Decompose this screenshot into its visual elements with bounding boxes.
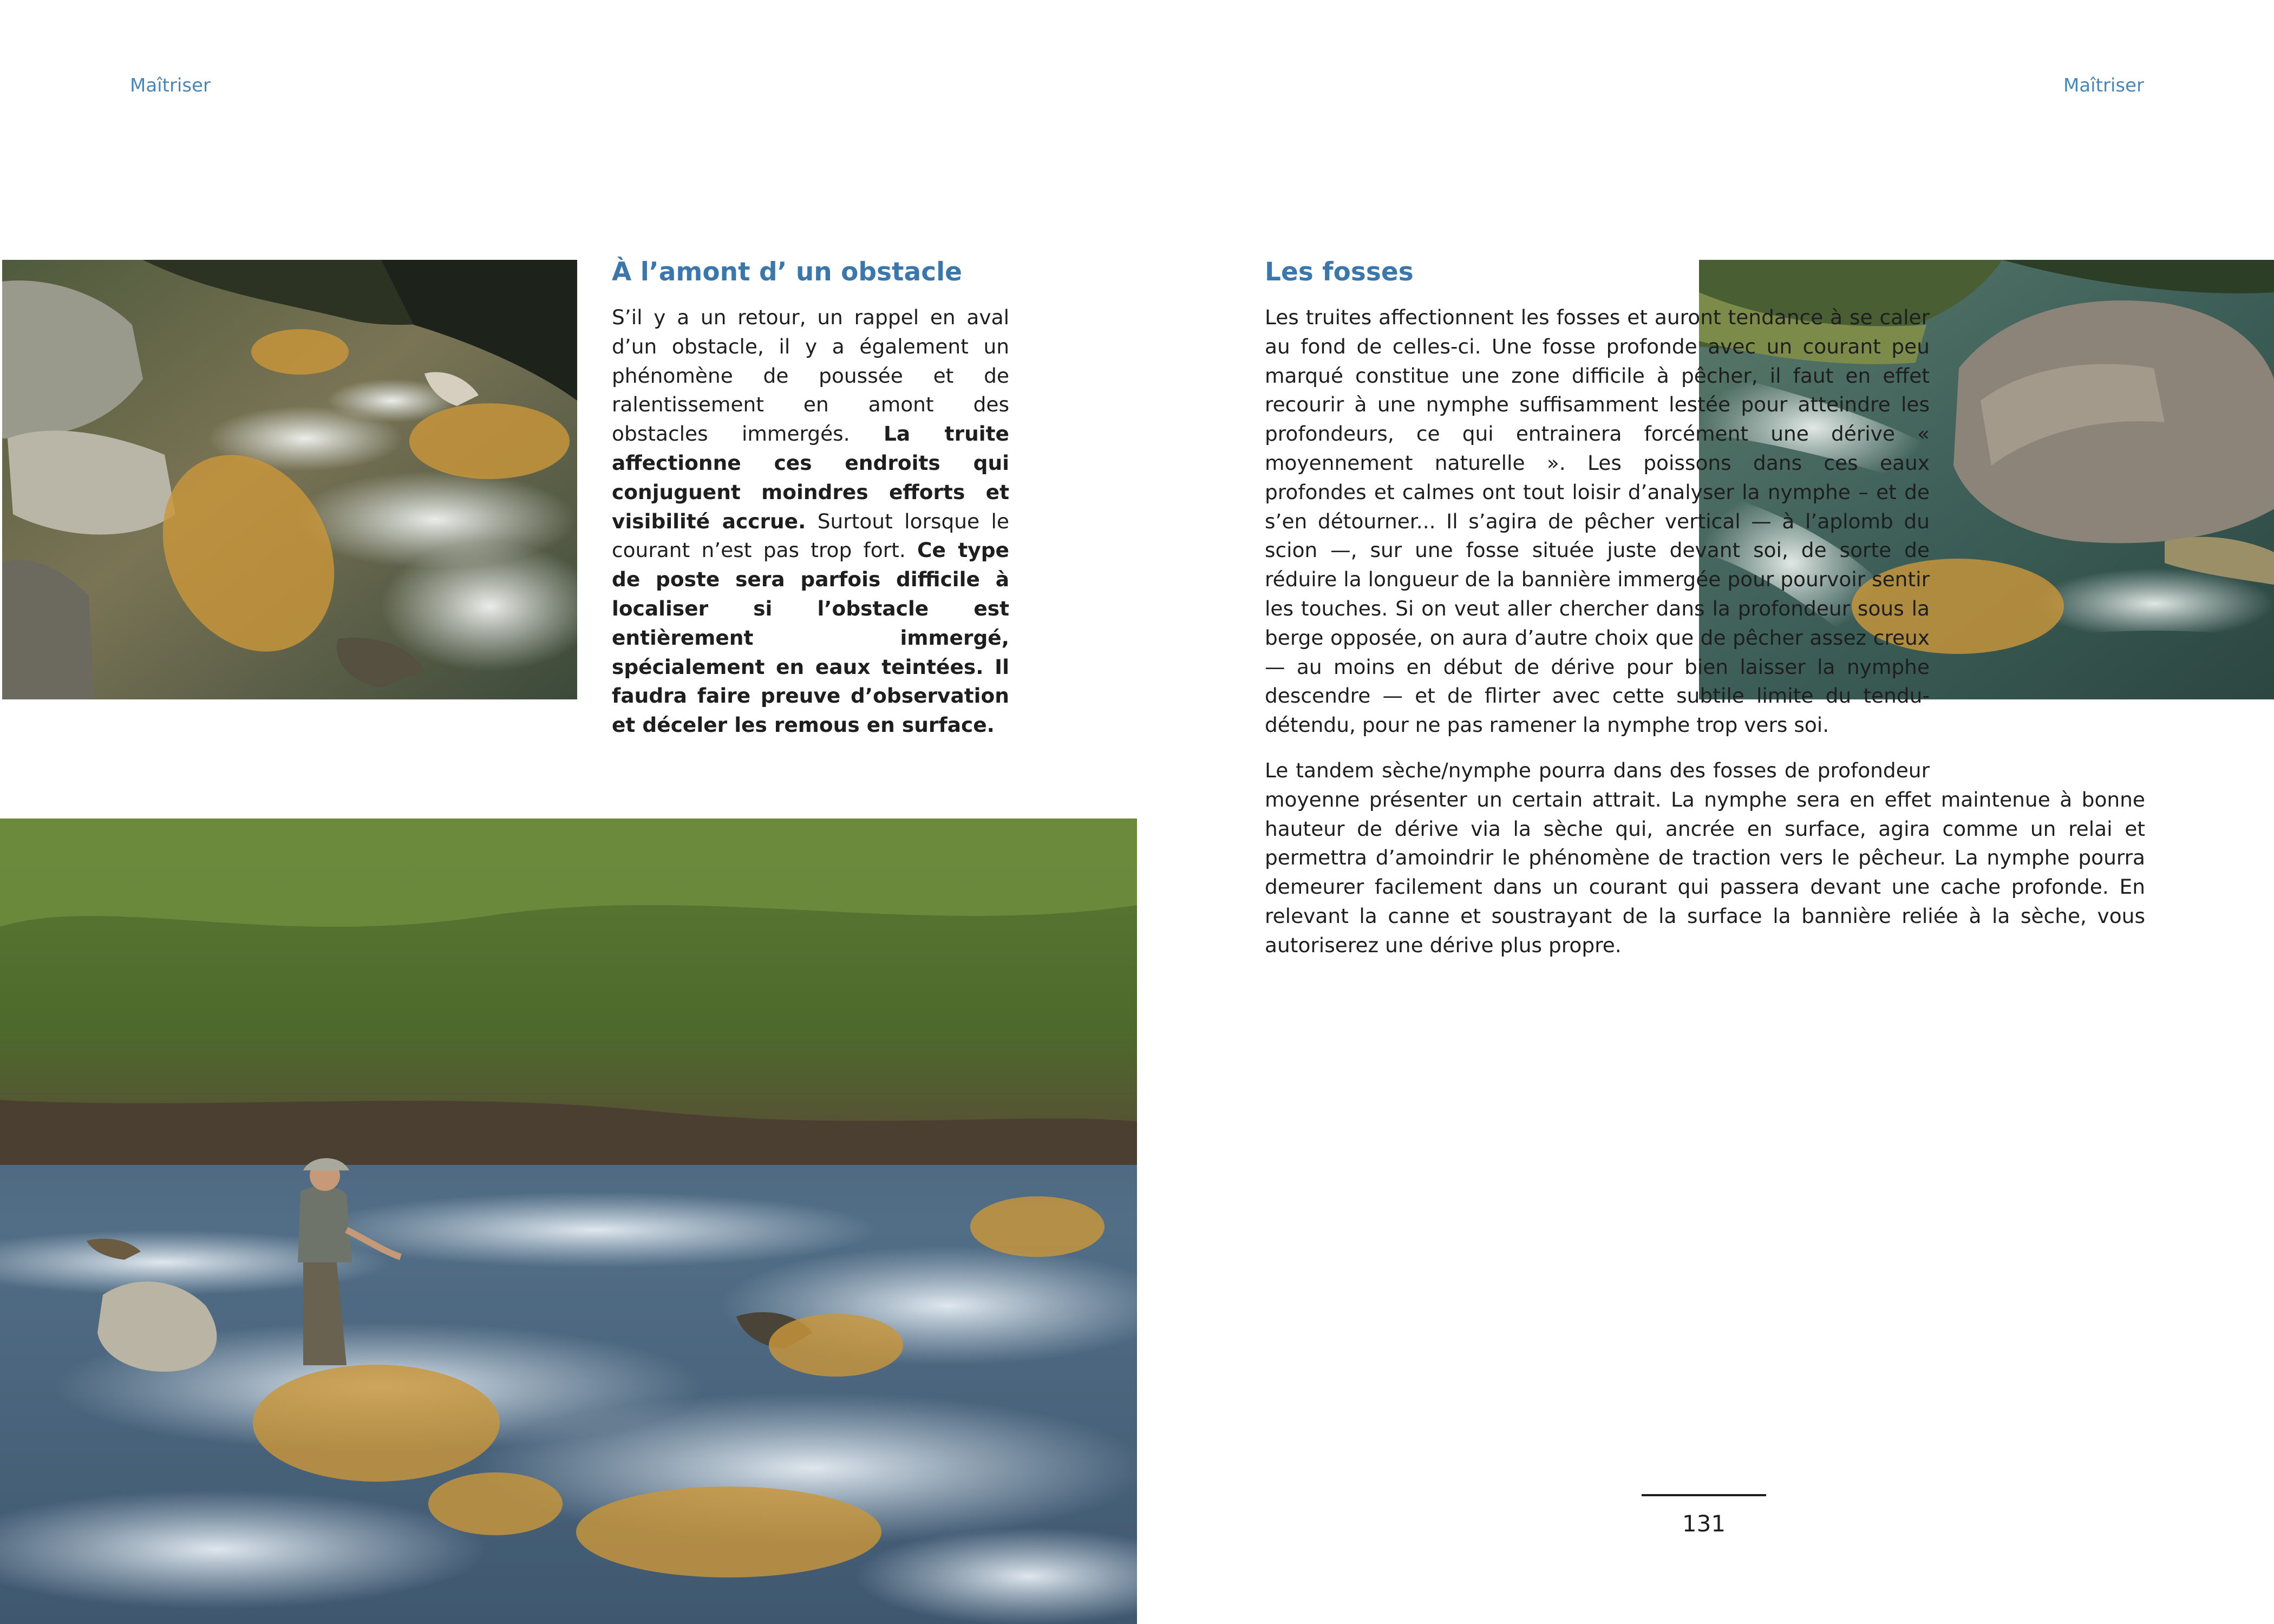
section-heading-fosses: Les fosses [1265, 257, 1414, 287]
obstacle-bold-1: La truite affectionne ces endroits qui conjuguent moindres efforts et visibilité accrue. [612, 422, 1009, 533]
page-number-rule [1642, 1494, 1766, 1496]
obstacle-paragraph [612, 303, 1009, 740]
fosses-paragraph-1: Les truites affectionnent les fosses et auront tendance à se caler au fond de celles-ci. Une fosse profonde avec un courant peu marqué constitue une zone difficile à pêcher, il faut en effet recourir à une nymphe suffisamment lestée pour atteindre les profondeurs, ce qui entrainera forcément une dérive « moyennement naturelle ». Les poissons dans ces eaux profondes et calmes ont tout loisir d’analyser la nymphe – et de s’en détourner... Il s’agira de pêcher vertical — à l’aplomb du scion —, sur une fosse située juste devant soi, de sorte de réduire la longueur de la bannière immergée pour pourvoir sentir les touches. Si on veut aller chercher dans la profondeur sous la berge opposée, on aura d’autre choix que de pêcher assez creux — au moins en début de dérive pour bien laisser la nymphe descendre — et de flirter avec cette subtile limite du tendu-détendu, pour ne pas ramener la nymphe trop vers soi. [1265, 305, 1930, 737]
photo-wrap-spacer [1934, 303, 2145, 780]
obstacle-text-2: Surtout lorsque le courant n’est pas trop fort. [612, 509, 1009, 562]
obstacle-text-1: S’il y a un retour, un rappel en aval d’un obstacle, il y a également un phénomène de poussée et de ralentissement en amont des obstacles immergés. [612, 305, 1009, 446]
page-number: 131 [1682, 1510, 1726, 1537]
section-heading-obstacle: À l’amont d’ un obstacle [612, 257, 963, 287]
photo-angler-riffle [0, 818, 1137, 1624]
photo-obstacle-stream [2, 260, 577, 699]
running-head-left: Maîtriser [130, 75, 211, 96]
fosses-paragraph-2: Le tandem sèche/nymphe pourra dans des fosses de profondeur moyenne présenter un certain attrait. La nymphe sera en effet maintenue à bonne hauteur de dérive via la sèche qui, ancrée en surface, agira comme un relai et permettra d’amoindrir le phénomène de traction vers le pêcheur. La nymphe pourra demeurer facilement dans un courant qui passera devant une cache profonde. En relevant la canne et soustrayant de la surface la bannière reliée à la sèche, vous autoriserez une dérive plus propre. [1265, 758, 2145, 957]
obstacle-bold-2: Ce type de poste sera parfois difficile à localiser si l’obstacle est entièrement immergé, spécialement en eaux teintées. Il faudra faire preuve d’observation et déceler les remous en surface. [612, 538, 1009, 737]
fosses-text [1265, 303, 2145, 960]
running-head-right: Maîtriser [2063, 75, 2144, 96]
